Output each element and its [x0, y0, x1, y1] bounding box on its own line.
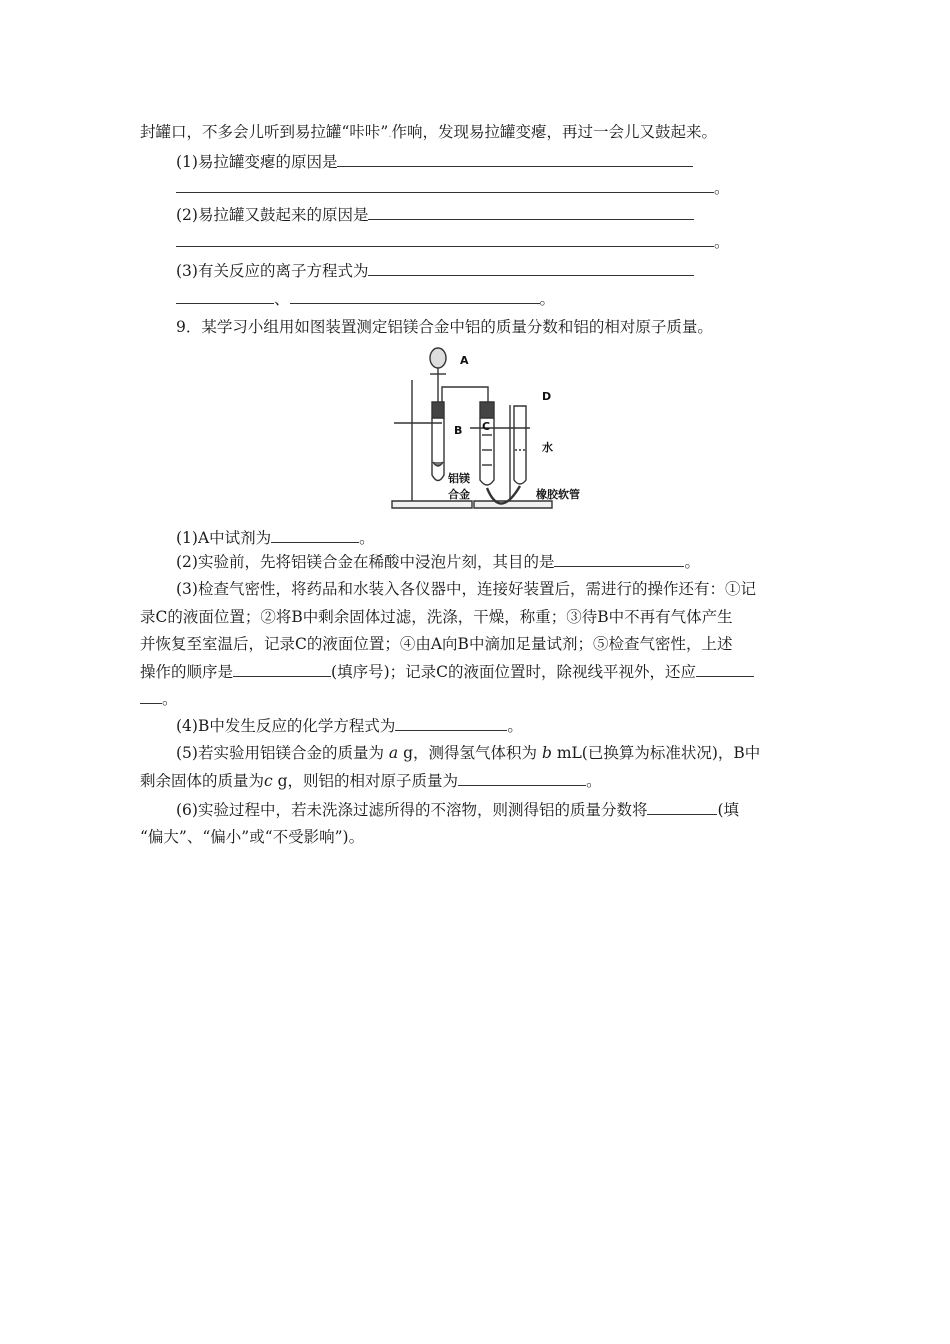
connect-tube: [442, 387, 488, 402]
answer-blank[interactable]: [368, 259, 694, 276]
q9-part6-text-a: (6)实验过程中，若未洗涤过滤所得的不溶物，则测得铝的质量分数将: [176, 801, 648, 819]
q8-part1-text: (1)易拉罐变瘪的原因是: [176, 153, 338, 171]
intro-text-before: 封罐口，不多会儿听到易拉罐“咔咔”: [140, 123, 389, 141]
q9-part3-l1: (3)检查气密性，将药品和水装入各仪器中，连接好装置后，需进行的操作还有：①记: [176, 580, 756, 598]
q9-part1: [176, 526, 375, 549]
q9-part1-text: (1)A中试剂为: [176, 529, 272, 547]
answer-blank[interactable]: [290, 287, 540, 304]
q8-part3-cont: [176, 287, 555, 310]
intro-line: [140, 121, 717, 146]
period: 。: [714, 233, 730, 251]
apparatus-figure: [390, 340, 620, 520]
answer-blank[interactable]: [696, 660, 754, 677]
q9-part5-text-a: (5)若实验用铝镁合金的质量为: [176, 744, 384, 762]
answer-blank[interactable]: [647, 798, 717, 815]
period: 。: [162, 690, 178, 708]
separator: 、: [274, 290, 290, 308]
answer-blank[interactable]: [554, 550, 684, 567]
answer-blank[interactable]: [395, 714, 507, 731]
period: 。: [714, 179, 730, 197]
label-a: A: [460, 354, 469, 367]
q8-part2-text: (2)易拉罐又鼓起来的原因是: [176, 206, 369, 224]
period: 。: [539, 290, 556, 308]
label-rubber-tube: 橡胶软管: [536, 488, 580, 501]
answer-blank[interactable]: [140, 687, 162, 704]
q9-part2-text: (2)实验前，先将铝镁合金在稀酸中浸泡片刻，其目的是: [176, 553, 555, 571]
answer-blank[interactable]: [337, 150, 693, 167]
q9-part6-text-b: (填: [717, 801, 740, 819]
var-a: a: [388, 744, 399, 762]
q9-part3-l2: 录C的液面位置；②将B中剩余固体过滤，洗涤，干燥，称重；③待B中不再有气体产生: [140, 608, 733, 626]
stand-base-right: [474, 501, 552, 508]
period: 。: [359, 529, 375, 547]
q8-part3: [176, 259, 694, 282]
q9-part2: [176, 550, 700, 573]
var-c: c: [264, 772, 273, 790]
label-water: 水: [542, 441, 553, 454]
stand-base-left: [392, 501, 472, 508]
period: 。: [684, 553, 700, 571]
q9-part5-text-d: 剩余固体的质量为: [140, 772, 265, 790]
answer-blank[interactable]: [233, 660, 331, 677]
answer-blank[interactable]: [458, 769, 586, 786]
period: 。: [507, 717, 523, 735]
q8-part1-cont: [176, 176, 730, 199]
tube-d: [514, 406, 526, 484]
answer-blank[interactable]: [176, 287, 274, 304]
q8-part2-cont: [176, 230, 730, 253]
q9-part3-l4-text-b: (填序号)；记录C的液面位置时，除视线平视外，还应: [331, 663, 696, 681]
label-alloy-2: 合金: [448, 488, 470, 501]
q9-part3-l5: [140, 687, 178, 710]
tube-b: [432, 418, 444, 481]
intro-text-after: 作响，发现易拉罐变瘪，再过一会儿又鼓起来。: [391, 123, 718, 141]
q9-part3-l4: [140, 660, 754, 683]
q9-part4-text: (4)B中发生反应的化学方程式为: [176, 717, 396, 735]
q9-part5-text-e: g，则铝的相对原子质量为: [272, 772, 459, 790]
q8-part2: [176, 203, 694, 226]
label-b: B: [454, 424, 463, 437]
period: 。: [586, 772, 602, 790]
q9-part5-text-c: mL(已换算为标准状况)，B中: [551, 744, 761, 762]
label-alloy-1: 铝镁: [448, 472, 470, 485]
q9-part5-l1: [176, 742, 760, 764]
q9-part6-l2: “偏大”、“偏小”或“不受影响”)。: [140, 828, 365, 846]
q9-part5-text-b: g，测得氢气体积为: [398, 744, 538, 762]
answer-blank[interactable]: [271, 526, 359, 543]
funnel-a: [430, 348, 446, 368]
stray-dot: .: [388, 129, 392, 140]
stopper-b: [432, 402, 444, 418]
q9-part6-l1: [176, 798, 739, 821]
var-b: b: [541, 744, 552, 762]
q9-title: 9．某学习小组用如图装置测定铝镁合金中铝的质量分数和铝的相对原子质量。: [176, 318, 713, 336]
answer-blank[interactable]: [368, 203, 694, 220]
label-d: D: [542, 390, 552, 403]
q8-part1: [176, 150, 693, 173]
answer-blank[interactable]: [176, 176, 714, 193]
q9-part3-l3: 并恢复至室温后，记录C的液面位置；④由A向B中滴加足量试剂；⑤检查气密性，上述: [140, 635, 733, 653]
stopper-c: [480, 402, 494, 418]
q8-part3-text: (3)有关反应的离子方程式为: [176, 262, 369, 280]
label-c: C: [482, 420, 491, 433]
q9-part5-l2: [140, 769, 602, 792]
q9-part3-l4-text-a: 操作的顺序是: [140, 663, 234, 681]
q9-part4: [176, 714, 523, 737]
answer-blank[interactable]: [176, 230, 714, 247]
